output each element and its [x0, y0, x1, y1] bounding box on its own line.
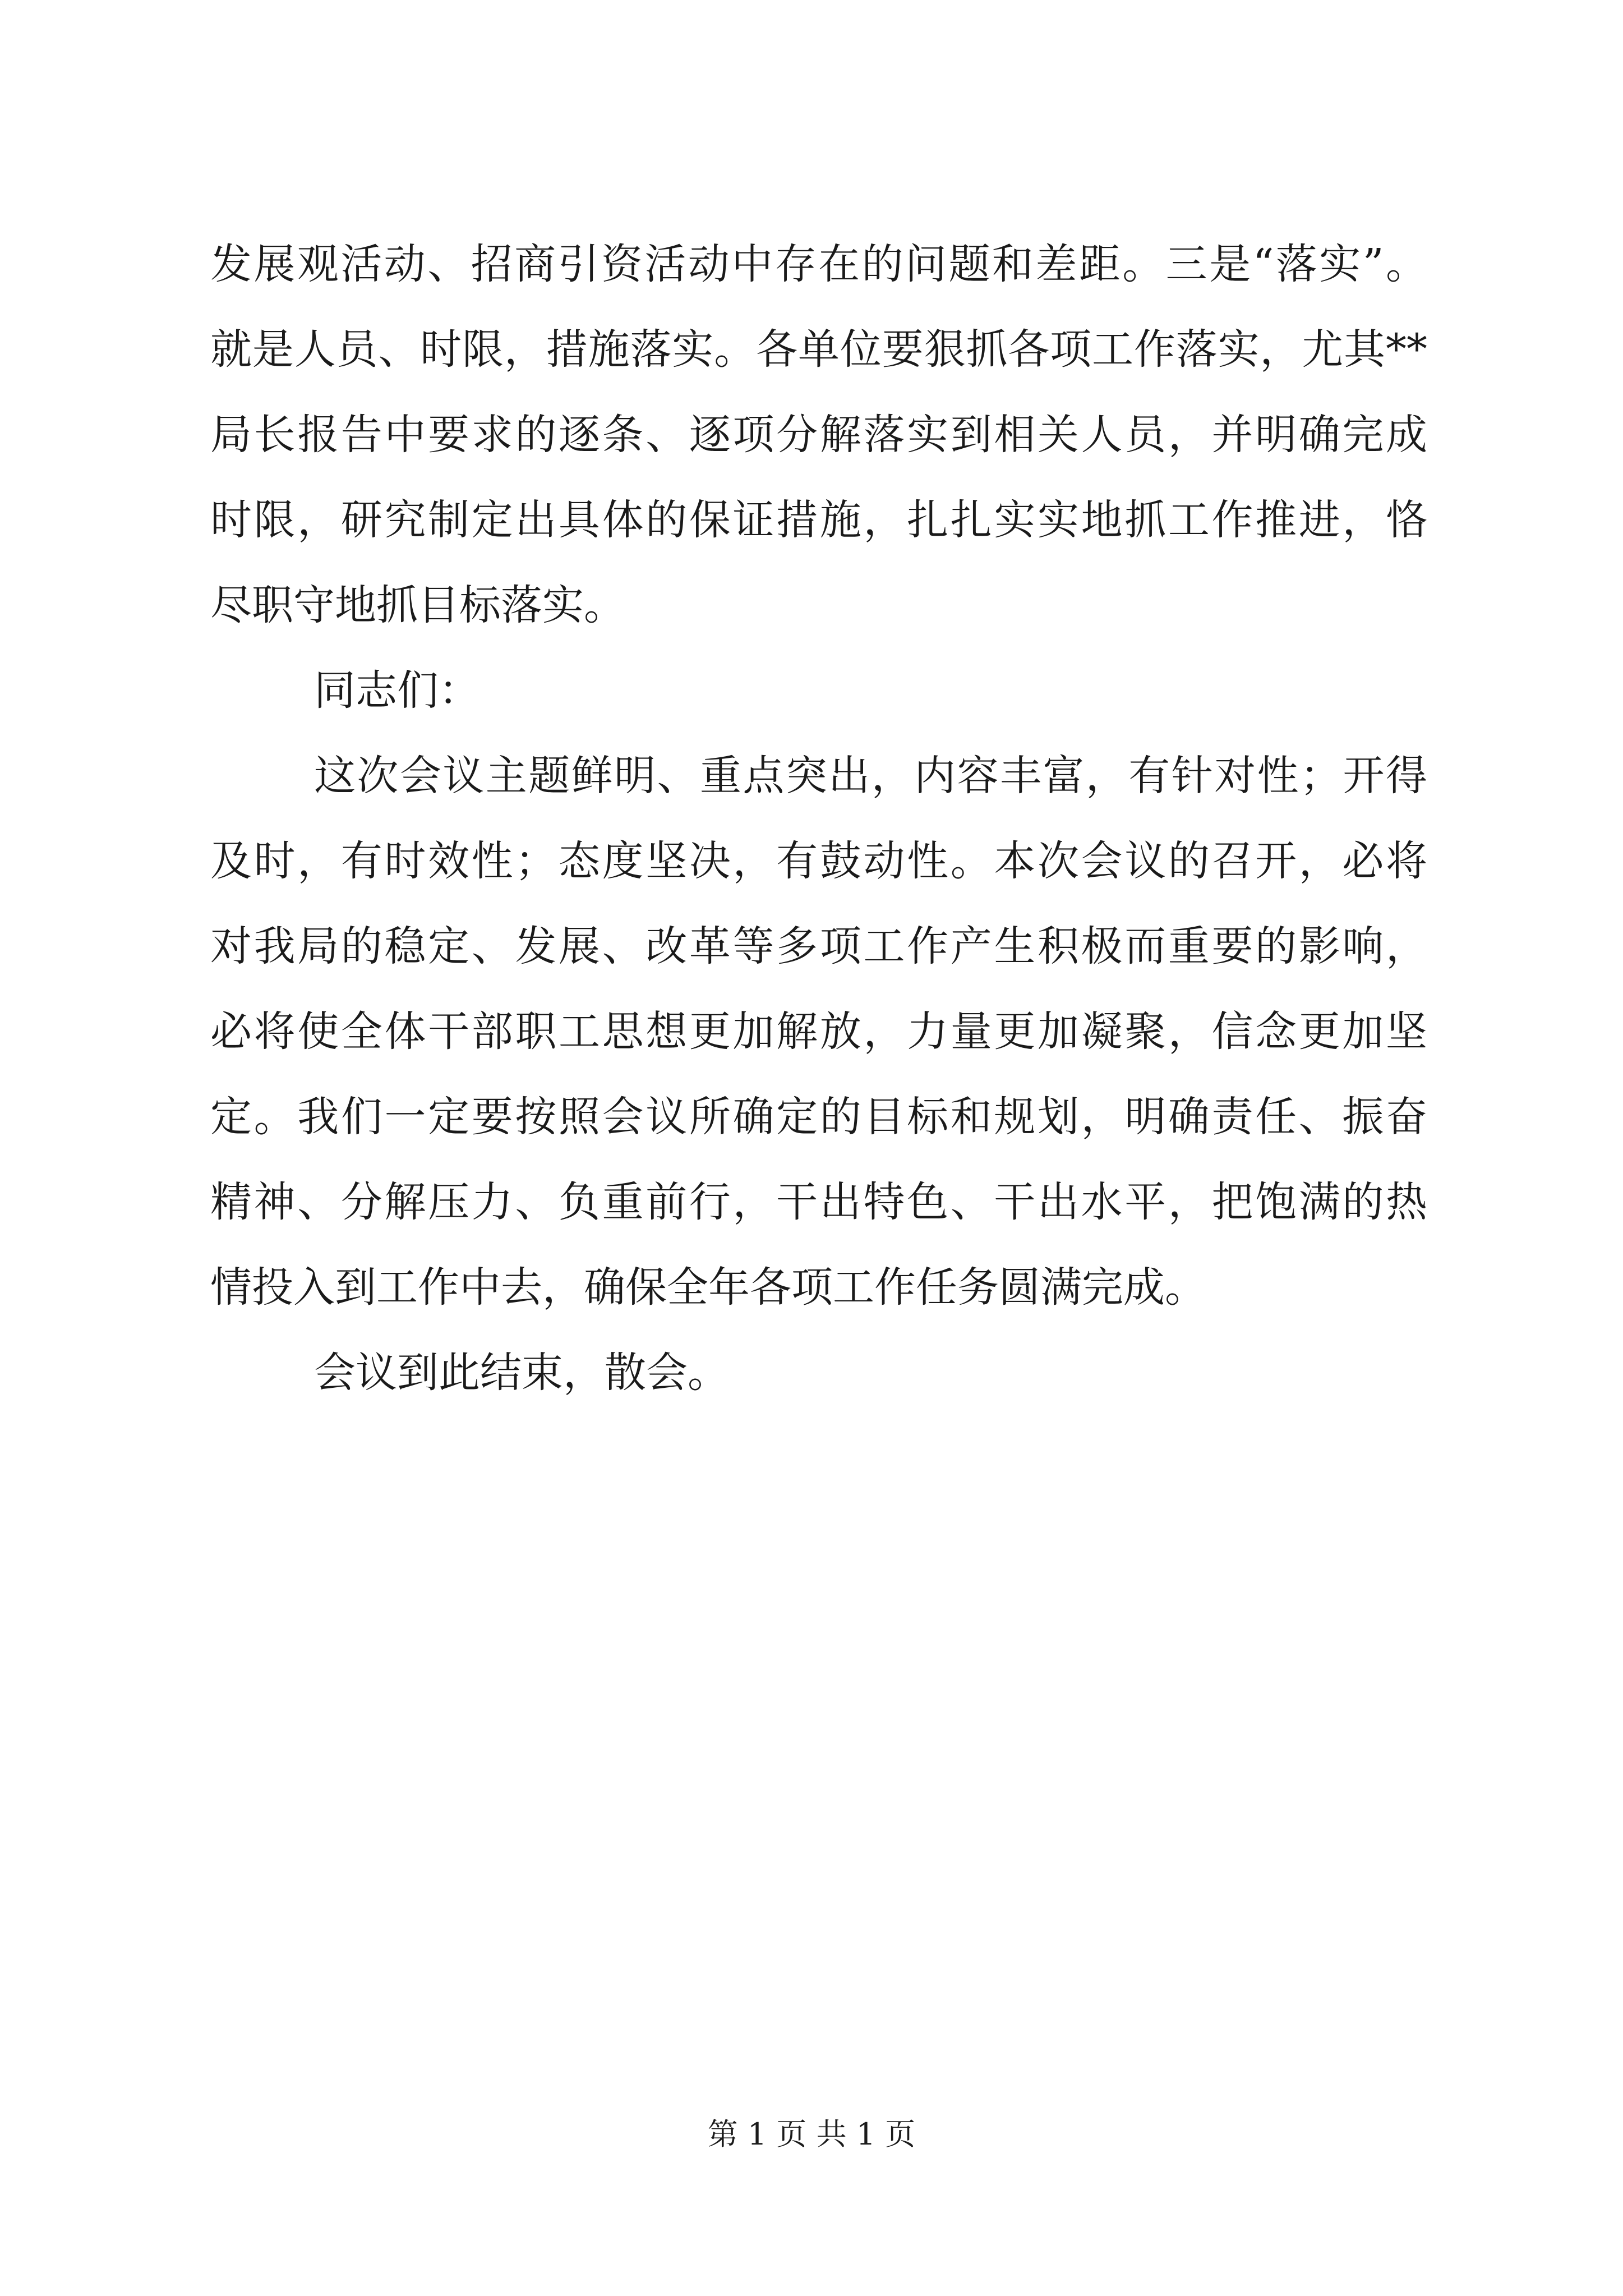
paragraph-1-line-4: 时限，研究制定出具体的保证措施，扎扎实实地抓工作推进，恪 [210, 496, 1427, 544]
document-body [210, 222, 1427, 1415]
paragraph-1-line-3: 局长报告中要求的逐条、逐项分解落实到相关人员，并明确完成 [210, 411, 1427, 459]
paragraph-1-line-2: 就是人员、时限，措施落实。各单位要狠抓各项工作落实，尤其** [210, 325, 1427, 374]
page-number-label: 第 1 页 共 1 页 [707, 2116, 916, 2152]
paragraph-3-line-7: 情投入到工作中去，确保全年各项工作任务圆满完成。 [210, 1263, 1206, 1312]
paragraph-1-line-1: 发展观活动、招商引资活动中存在的问题和差距。三是“落实”。 [210, 240, 1427, 288]
closing-line: 会议到此结束，散会。 [314, 1349, 729, 1397]
page-footer [0, 2115, 1623, 2154]
paragraph-3-line-5: 定。我们一定要按照会议所确定的目标和规划，明确责任、振奋 [210, 1093, 1427, 1141]
paragraph-3-line-2: 及时，有时效性；态度坚决，有鼓动性。本次会议的召开，必将 [210, 837, 1427, 885]
paragraph-3-line-3: 对我局的稳定、发展、改革等多项工作产生积极而重要的影响， [210, 922, 1427, 970]
paragraph-3-line-4: 必将使全体干部职工思想更加解放，力量更加凝聚，信念更加坚 [210, 1007, 1427, 1056]
paragraph-3-line-6: 精神、分解压力、负重前行，干出特色、干出水平，把饱满的热 [210, 1178, 1427, 1226]
paragraph-3-line-1: 这次会议主题鲜明、重点突出，内容丰富，有针对性；开得 [314, 752, 1427, 800]
salutation: 同志们： [314, 666, 480, 715]
paragraph-1-line-5: 尽职守地抓目标落实。 [210, 581, 625, 629]
